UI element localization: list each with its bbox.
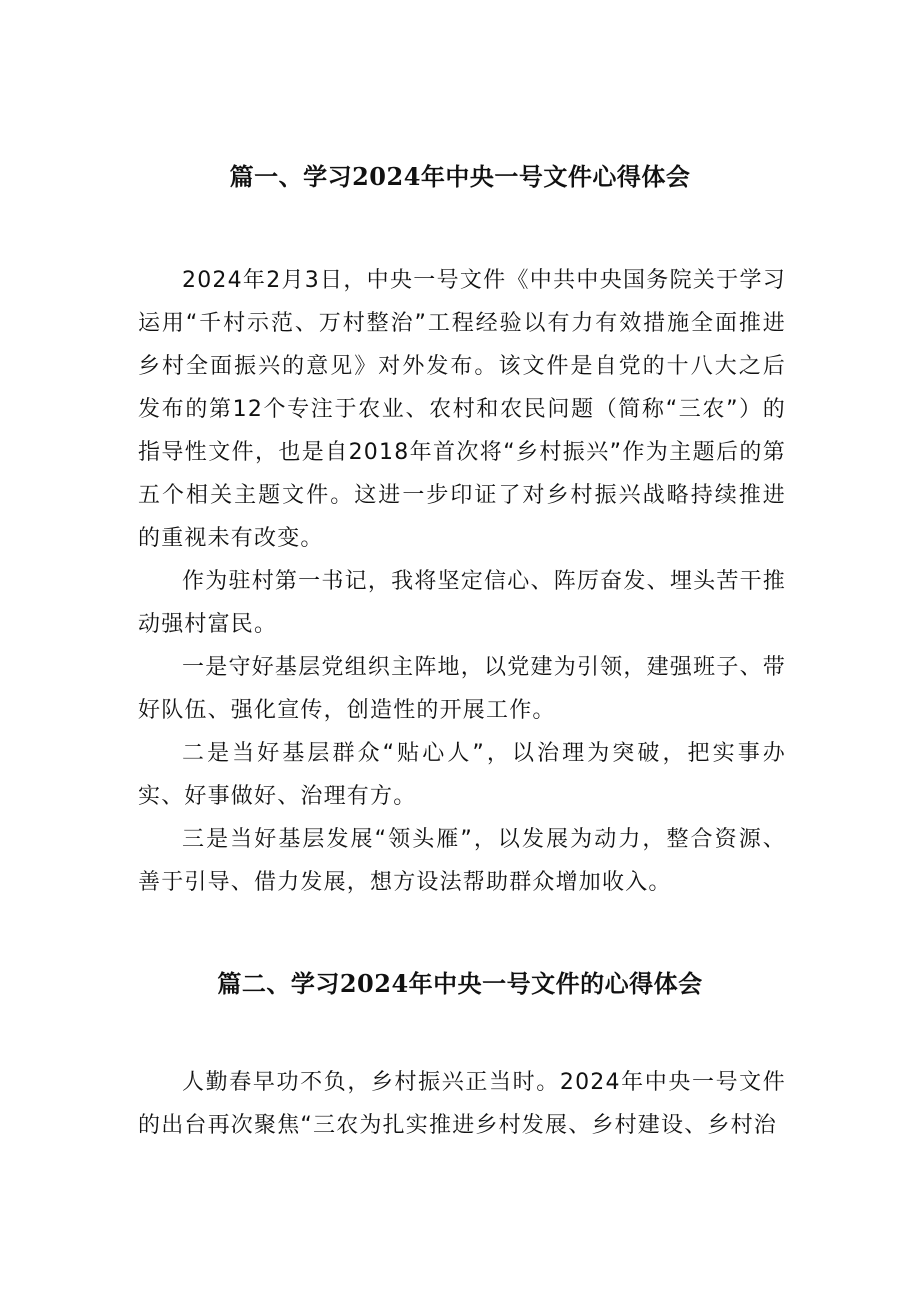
section-1-paragraph-3: 一是守好基层党组织主阵地，以党建为引领，建强班子、带好队伍、强化宣传，创造性的开展工作。 (138, 655, 786, 723)
section-1-paragraph-4: 二是当好基层群众“贴心人”，以治理为突破，把实事办实、好事做好、治理有方。 (138, 741, 786, 809)
section-1-paragraph-1: 2024年2月3日，中央一号文件《中共中央国务院关于学习运用“千村示范、万村整治”工程经验以有力有效措施全面推进乡村全面振兴的意见》对外发布。该文件是自党的十八大之后发布的第12个专注于农业、农村和农民问题（简称“三农”）的指导性文件，也是自2018年首次将“乡村振兴”作为主题后的第五个相关主题文件。这进一步印证了对乡村振兴战略持续推进的重视未有改变。 (138, 268, 786, 551)
section-1-body (138, 259, 786, 904)
section-2-paragraph-1: 人勤春早功不负，乡村振兴正当时。2024年中央一号文件的出台再次聚焦“三农为扎实推进乡村发展、乡村建设、乡村治 (138, 1070, 786, 1138)
section-1-paragraph-5: 三是当好基层发展“领头雁”，以发展为动力，整合资源、善于引导、借力发展，想方设法帮助群众增加收入。 (138, 827, 786, 895)
section-2-body (138, 1061, 786, 1147)
section-1-title: 篇一、学习2024年中央一号文件心得体会 (229, 162, 691, 191)
section-2-title: 篇二、学习2024年中央一号文件的心得体会 (217, 969, 703, 998)
section-1-paragraph-2: 作为驻村第一书记，我将坚定信心、阵厉奋发、埋头苦干推动强村富民。 (138, 569, 786, 637)
